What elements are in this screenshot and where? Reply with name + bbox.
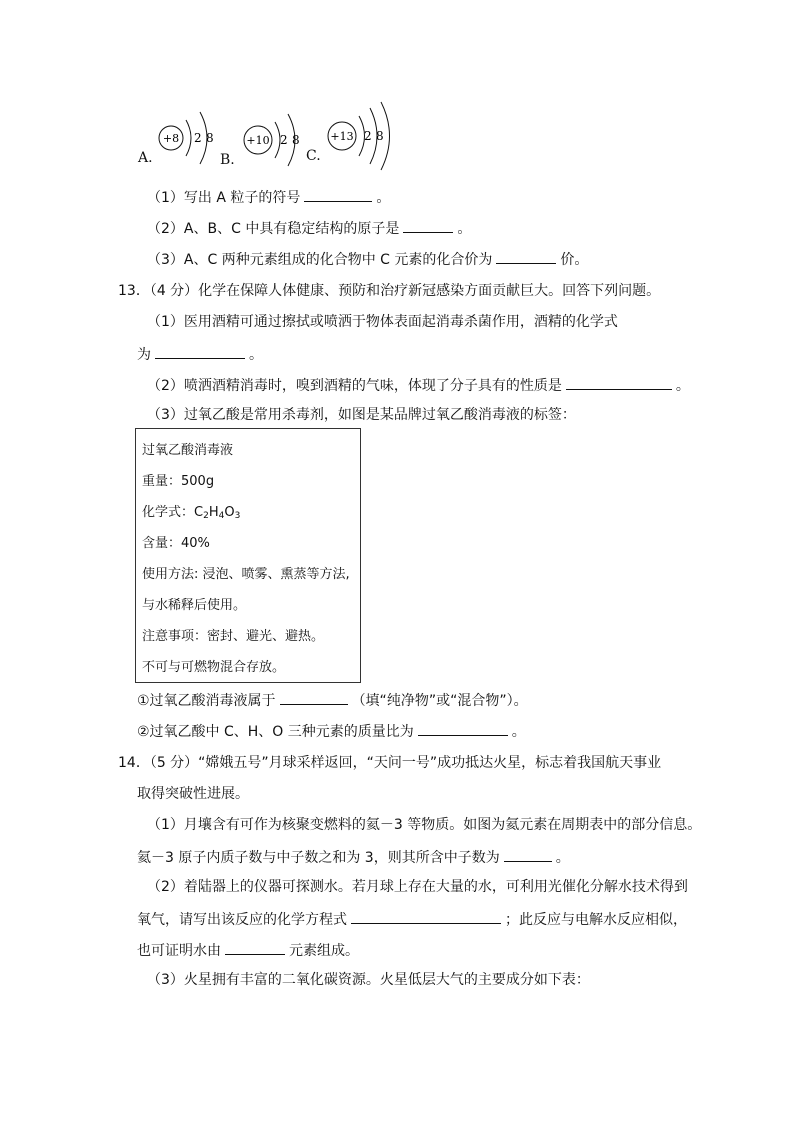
q13-sub2 (147, 375, 690, 395)
label-weight: 重量：500g (142, 474, 215, 489)
formula-h: H (208, 505, 219, 520)
atom-a-shell-2: 8 (206, 131, 214, 145)
q13-header: 13．（4 分）化学在保障人体健康、预防和治疗新冠感染方面贡献巨大。回答下列问题。 (118, 283, 661, 299)
q12-sub2-blank[interactable] (403, 218, 453, 233)
q12-sub1 (147, 187, 390, 207)
q13-item2-text: ②过氧乙酸中 C、H、O 三种元素的质量比为 (137, 724, 414, 740)
atom-b-nucleus: +10 (246, 134, 270, 147)
q14-sub2-blank[interactable] (351, 909, 501, 924)
q13-sub2-blank[interactable] (566, 375, 672, 390)
q12-sub2-text: （2）A、B、C 中具有稳定结构的原子是 (147, 221, 400, 237)
q12-sub3-text: （3）A、C 两种元素组成的化合物中 C 元素的化合价为 (147, 252, 493, 268)
formula-o-count: 3 (234, 511, 241, 521)
q14-sub2b-end: ；此反应与电解水反应相似， (505, 912, 687, 928)
q14-sub2c-end: 元素组成。 (289, 943, 359, 959)
atom-a-shell-1: 2 (194, 131, 202, 145)
q13-sub1b (137, 344, 263, 364)
q13-item1-text: ①过氧乙酸消毒液属于 (137, 693, 276, 709)
label-title: 过氧乙酸消毒液 (142, 443, 234, 458)
q13-sub3: （3）过氧乙酸是常用杀毒剂，如图是某品牌过氧乙酸消毒液的标签： (147, 407, 576, 423)
q12-sub2-end: 。 (457, 221, 472, 237)
q13-sub1b-text: 为 (137, 347, 151, 363)
label-warning: 不可与可燃物混合存放。 (142, 660, 286, 675)
atom-structure-diagrams (130, 100, 410, 175)
atom-diagrams-svg (130, 100, 410, 175)
q13-sub2-text: （2）喷洒酒精消毒时，嗅到酒精的气味，体现了分子具有的性质是 (147, 378, 562, 394)
q13-sub1a: （1）医用酒精可通过擦拭或喷洒于物体表面起消毒杀菌作用，酒精的化学式 (147, 314, 618, 330)
q12-sub1-blank[interactable] (304, 187, 372, 202)
q12-sub2 (147, 218, 471, 238)
q13-sub1-blank[interactable] (155, 344, 245, 359)
product-label-box (135, 428, 361, 683)
q14-sub2b (137, 909, 687, 929)
q12-sub3-blank[interactable] (496, 249, 556, 264)
atom-c-letter: C. (306, 148, 321, 164)
q14-sub2b-text: 氧气，请写出该反应的化学方程式 (137, 912, 347, 928)
atom-b-shell-1: 2 (280, 133, 288, 147)
q14-sub2a: （2）着陆器上的仪器可探测水。若月球上存在大量的水，可利用光催化分解水技术得到 (147, 879, 688, 895)
formula-c: C (194, 505, 204, 520)
q14-sub3: （3）火星拥有丰富的二氧化碳资源。火星低层大气的主要成分如下表： (147, 972, 590, 988)
q14-sub1-blank[interactable] (504, 847, 552, 862)
atom-b-shell-2: 8 (292, 133, 300, 147)
q13-item1 (137, 690, 528, 710)
atom-a-letter: A. (138, 150, 153, 166)
atom-c-diagram (328, 102, 390, 170)
formula-h-count: 4 (218, 511, 225, 521)
q14-header-1: 14．（5 分）“嫦娥五号”月球采样返回，“天问一号”成功抵达火星，标志着我国航天事业 (118, 755, 662, 771)
label-formula-prefix: 化学式： (142, 505, 195, 520)
atom-c-shell-2: 8 (376, 129, 384, 143)
atom-a-nucleus: +8 (162, 132, 180, 145)
label-usage-2: 与水稀释后使用。 (142, 598, 247, 613)
label-formula (142, 501, 240, 521)
q14-sub2c-text: 也可证明水由 (137, 943, 221, 959)
atom-b-letter: B. (220, 152, 235, 168)
label-content: 含量：40% (142, 536, 210, 551)
q13-item2 (137, 721, 526, 741)
q14-sub2c (137, 940, 359, 960)
atom-c-nucleus: +13 (330, 130, 354, 143)
q13-sub1b-end: 。 (249, 347, 263, 363)
q12-sub3 (147, 249, 588, 269)
atom-b-diagram (244, 114, 300, 166)
q14-header-2: 取得突破性进展。 (137, 786, 249, 802)
q14-sub1b-end: 。 (555, 850, 570, 866)
q14-sub1b (137, 847, 570, 867)
q14-sub1b-text: 氦－3 原子内质子数与中子数之和为 3，则其所含中子数为 (137, 850, 500, 866)
formula-o: O (224, 505, 235, 520)
q14-sub2c-blank[interactable] (225, 940, 285, 955)
q13-item2-end: 。 (511, 724, 526, 740)
formula-c-count: 2 (203, 511, 209, 521)
q13-sub2-end: 。 (675, 378, 690, 394)
q13-item1-end: （填“纯净物”或“混合物”）。 (351, 693, 528, 709)
q13-item2-blank[interactable] (418, 721, 508, 736)
q12-sub3-end: 价。 (560, 252, 589, 268)
atom-a-diagram (159, 112, 214, 164)
q13-item1-blank[interactable] (280, 690, 348, 705)
q12-sub1-text: （1）写出 A 粒子的符号 (147, 190, 301, 206)
q14-sub1a: （1）月壤含有可作为核聚变燃料的氦－3 等物质。如图为氦元素在周期表中的部分信息。 (147, 817, 702, 833)
atom-c-shell-1: 2 (364, 129, 372, 143)
q12-sub1-end: 。 (376, 190, 391, 206)
label-notes: 注意事项：密封、避光、避热。 (142, 629, 325, 644)
label-usage-1: 使用方法: 浸泡、喷雾、熏蒸等方法, (142, 567, 350, 582)
